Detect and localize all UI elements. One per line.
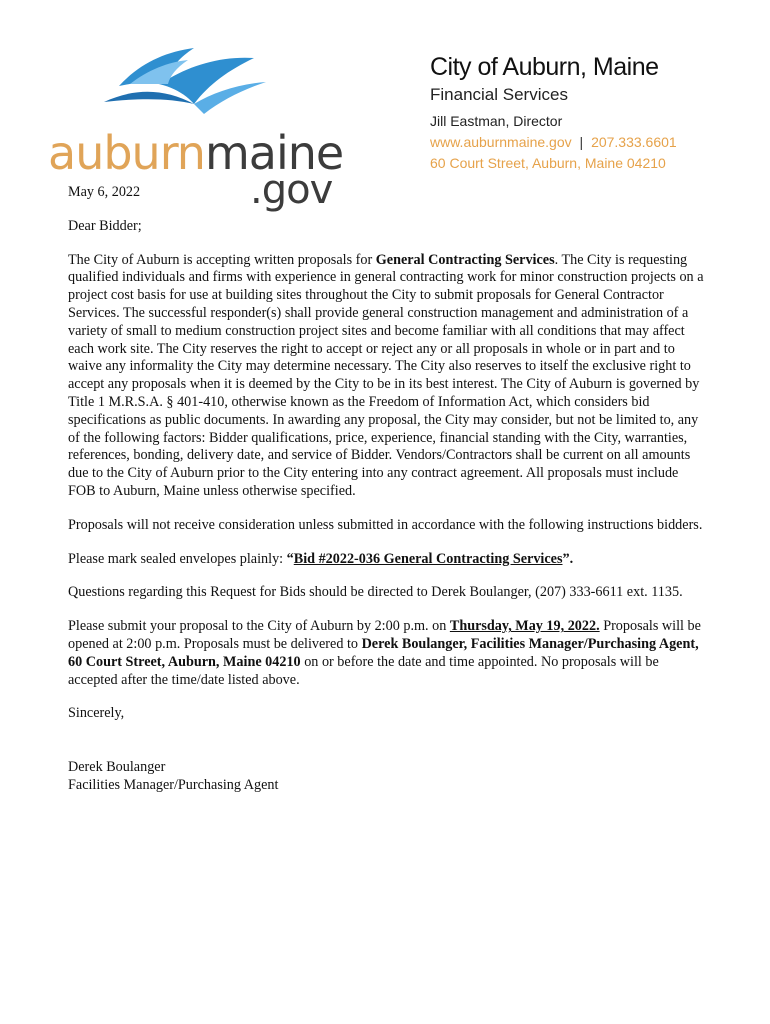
director-name: Jill Eastman, Director [430, 113, 563, 129]
letter-body [68, 184, 708, 795]
signer-title: Facilities Manager/Purchasing Agent [68, 776, 279, 793]
signer-name: Derek Boulanger [68, 759, 166, 776]
letterhead [430, 52, 677, 172]
city-title: City of Auburn, Maine [430, 53, 659, 81]
paragraph-envelope: Please mark sealed envelopes plainly: “Bid #2022-036 General Contracting Services”. [68, 550, 574, 567]
due-date: Thursday, May 19, 2022. [449, 618, 600, 635]
contact-separator: | [579, 134, 584, 150]
delivery-address: Derek Boulanger, Facilities Manager/Purchasing Agent, 60 Court Street, Auburn, Maine 04210 [68, 635, 699, 670]
service-name: General Contracting Services [375, 251, 555, 268]
contact-line [430, 133, 677, 151]
website-link[interactable]: www.auburnmaine.gov [430, 134, 572, 150]
phone-number: 207.333.6601 [591, 134, 677, 150]
department-name: Financial Services [430, 85, 568, 104]
logo-wordmark: auburnmaine [48, 126, 344, 180]
closing: Sincerely, [68, 705, 125, 722]
letter-date: May 6, 2022 [68, 184, 141, 200]
paragraph-questions: Questions regarding this Request for Bids should be directed to Derek Boulanger, (207) 333-6611 ext. 1135. [68, 584, 683, 601]
paragraph-scope: The City of Auburn is accepting written proposals for General Contracting Services. The City is requesting qualified individuals and firms with experience in general contracting work for minor construction projects on a project cost basis for use at building sites throughout the City to submit proposals for General Contractor Services. The successful responder(s) shall provide general construction management and administration of a variety of small to medium construction project sites and become familiar with all conditions that may affect each work site. The City reserves the right to accept or reject any or all proposals in whole or in part and to waive any informality the City may determine necessary. The City also reserves to itself the exclusive right to accept any proposals when it is deemed by the City to be in its best interest. The City of Auburn is governed by Title 1 M.R.S.A. § 401-410, otherwise known as the Freedom of Information Act, which considers bid specifications as public documents. In awarding any proposal, the City may consider, but not be limited to, any of the following factors: Bidder qualifications, price, experience, financial standing with the City, warranties, references, bonding, delivery date, and service of Bidder. Vendors/Contractors shall be current on all amounts due to the City of Auburn prior to the City entering into any contract agreement. All proposals must include FOB to Auburn, Maine unless otherwise specified. [68, 251, 704, 499]
bid-number: Bid #2022-036 General Contracting Services [293, 550, 563, 567]
logo-gov: .gov [250, 167, 333, 213]
paragraph-instructions: Proposals will not receive consideration unless submitted in accordance with the following instructions bidders. [68, 516, 703, 533]
salutation: Dear Bidder; [68, 217, 142, 234]
signature-block [68, 759, 708, 795]
street-address: 60 Court Street, Auburn, Maine 04210 [430, 155, 666, 171]
paragraph-submission: Please submit your proposal to the City of Auburn by 2:00 p.m. on Thursday, May 19, 2022. Proposals will be opened at 2:00 p.m. Proposals must be delivered to Derek Boulanger, Facilities Manager/Purchasing Agent, 60 Court Street, Auburn, Maine 04210 on or before the date and time appointed. No proposals will be accepted after the time/date listed above. [68, 618, 701, 688]
